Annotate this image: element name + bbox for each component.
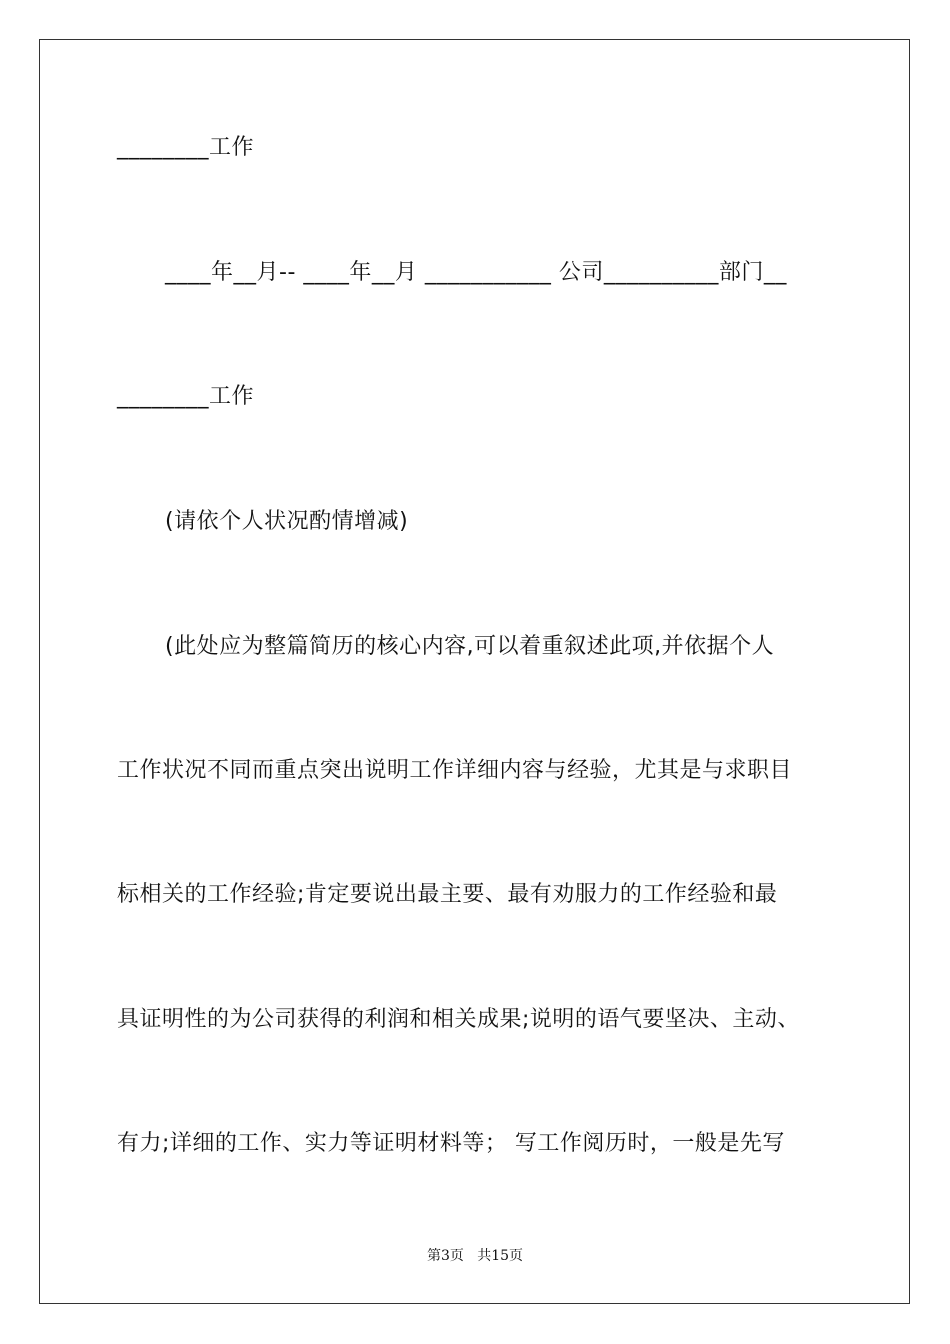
text-line-paragraph-5: 有力;详细的工作、实力等证明材料等； 写工作阅历时，一般是先写	[117, 1131, 785, 1156]
text-line-paragraph-2: 工作状况不同而重点突出说明工作详细内容与经验，尤其是与求职目	[117, 758, 793, 783]
text-line-note: (请依个人状况酌情增减)	[165, 509, 409, 534]
text-line-work-2: ________工作	[117, 384, 255, 409]
text-line-work-1: ________工作	[117, 135, 255, 160]
text-line-paragraph-4: 具证明性的为公司获得的利润和相关成果;说明的语气要坚决、主动、	[117, 1007, 800, 1032]
text-line-paragraph-1: (此处应为整篇简历的核心内容,可以着重叙述此项,并依据个人	[165, 634, 775, 659]
text-line-paragraph-3: 标相关的工作经验;肯定要说出最主要、最有劝服力的工作经验和最	[117, 882, 778, 907]
page-number-footer: 第3页 共15页	[426, 1248, 524, 1264]
text-line-date-company: ____年__月-- ____年__月 ___________ 公司__________部门__	[165, 260, 787, 285]
page-border	[39, 39, 910, 1304]
